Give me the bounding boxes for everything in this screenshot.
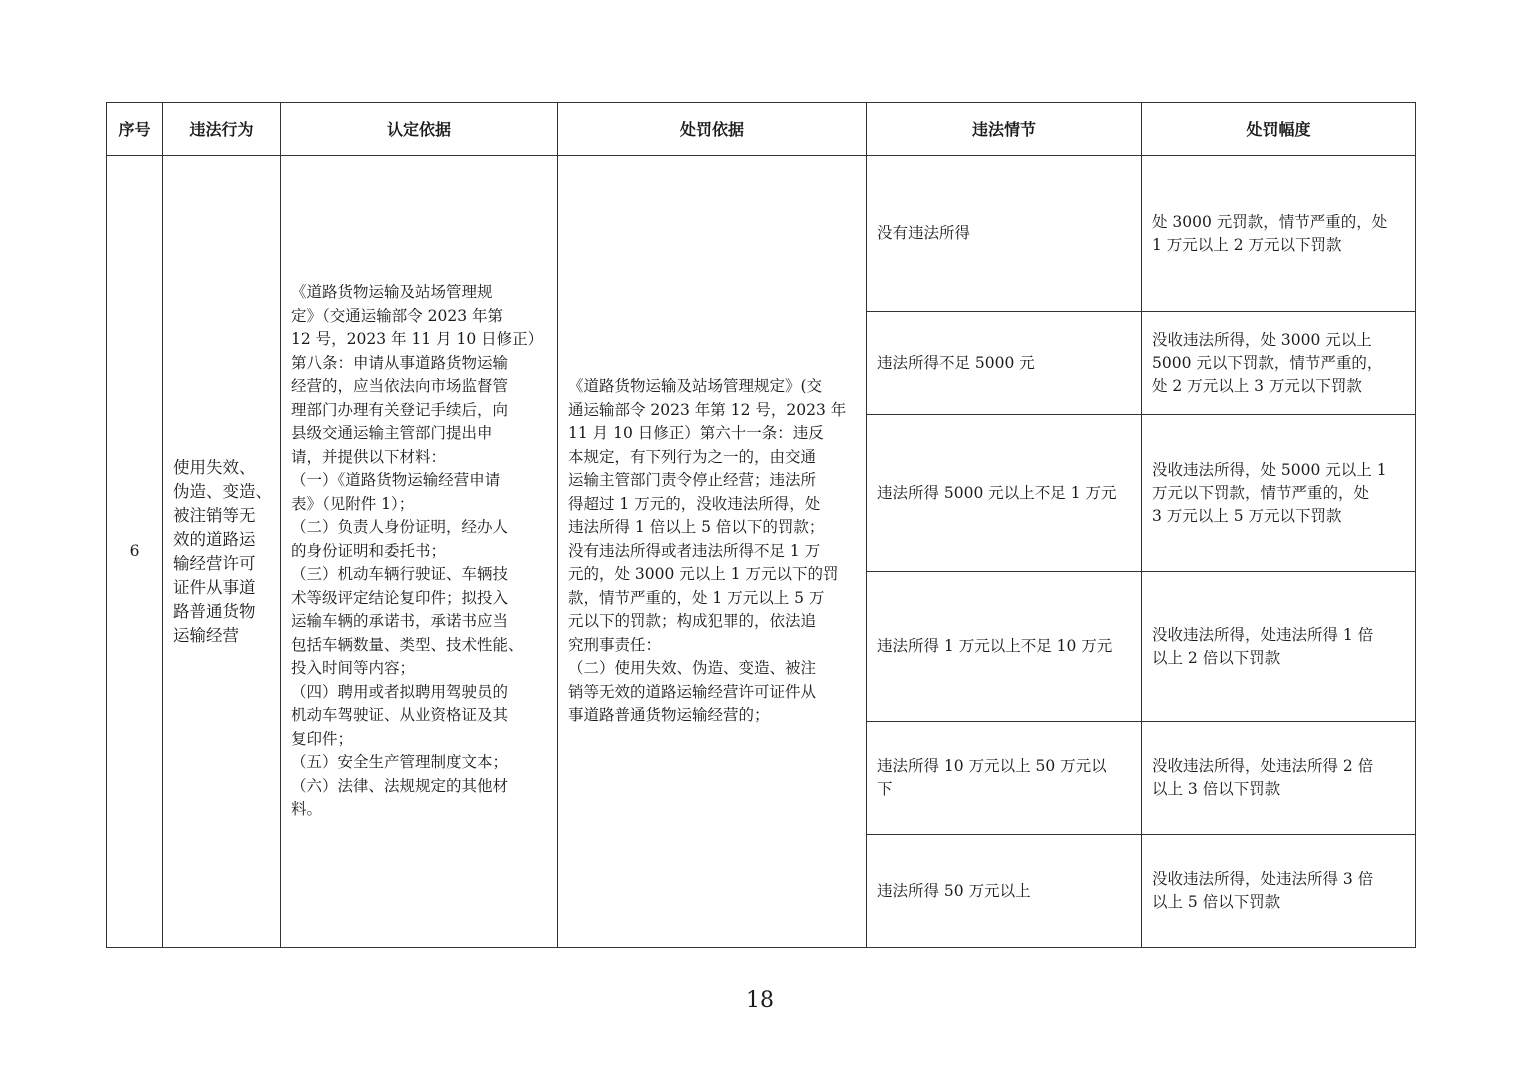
penalty-basis-line: 元的，处 3000 元以上 1 万元以下的罚 [568, 565, 839, 584]
header-penalty-basis: 处罚依据 [558, 103, 867, 156]
range-line: 5000 元以下罚款，情节严重的， [1152, 353, 1383, 372]
basis-line: 料。 [291, 800, 323, 819]
range-line: 以上 3 倍以下罚款 [1152, 780, 1281, 798]
basis-line: （二）负责人身份证明，经办人 [291, 518, 509, 537]
basis-line: 县级交通运输主管部门提出申 [291, 424, 493, 443]
basis-line: 《道路货物运输及站场管理规 [291, 283, 493, 302]
penalty-range-cell [1142, 722, 1416, 835]
header-violation: 违法行为 [163, 103, 281, 156]
header-penalty-range: 处罚幅度 [1142, 103, 1416, 156]
circumstance-line: 下 [877, 780, 893, 798]
penalty-basis-line: 得超过 1 万元的，没收违法所得，处 [568, 494, 821, 513]
violation-line: 效的道路运 [173, 529, 256, 549]
circumstance-cell [867, 156, 1142, 312]
range-line: 1 万元以上 2 万元以下罚款 [1152, 235, 1342, 254]
penalty-basis-line: 本规定，有下列行为之一的，由交通 [568, 447, 817, 466]
basis-line: 复印件； [291, 729, 354, 748]
penalty-basis-line: （二）使用失效、伪造、变造、被注 [568, 659, 817, 678]
range-line: 以上 5 倍以下罚款 [1152, 893, 1281, 911]
basis-line: 12 号，2023 年 11 月 10 日修正） [291, 330, 544, 349]
basis-line: 包括车辆数量、类型、技术性能、 [291, 635, 524, 654]
circumstance-cell [867, 415, 1142, 572]
range-line: 3 万元以上 5 万元以下罚款 [1152, 506, 1342, 525]
range-line: 以上 2 倍以下罚款 [1152, 648, 1281, 667]
circumstance-line: 违法所得 5000 元以上不足 1 万元 [877, 483, 1117, 502]
violation-line: 证件从事道 [173, 577, 256, 597]
penalty-range-cell [1142, 312, 1416, 415]
basis-line: 运输车辆的承诺书，承诺书应当 [291, 612, 509, 631]
basis-line: 机动车驾驶证、从业资格证及其 [291, 706, 509, 725]
violation-line: 运输经营 [173, 625, 239, 645]
violation-line: 路普通货物 [173, 601, 256, 621]
circumstance-line: 违法所得 10 万元以上 50 万元以 [877, 757, 1107, 775]
range-line: 没收违法所得，处违法所得 1 倍 [1152, 625, 1374, 644]
penalty-basis-line: 没有违法所得或者违法所得不足 1 万 [568, 541, 821, 560]
circumstance-line: 违法所得不足 5000 元 [877, 353, 1035, 372]
basis-line: 第八条：申请从事道路货物运输 [291, 353, 509, 372]
violation-line: 输经营许可 [173, 553, 256, 573]
basis-line: 经营的，应当依法向市场监督管 [291, 377, 509, 396]
range-line: 没收违法所得，处违法所得 3 倍 [1152, 870, 1374, 888]
basis-line: （四）聘用或者拟聘用驾驶员的 [291, 682, 509, 701]
range-line: 万元以下罚款，情节严重的，处 [1152, 483, 1370, 502]
basis-line: （六）法律、法规规定的其他材 [291, 776, 509, 795]
circumstance-line: 违法所得 1 万元以上不足 10 万元 [877, 637, 1113, 655]
penalty-basis-line: 运输主管部门责令停止经营；违法所 [568, 471, 817, 490]
basis-line: 定》（交通运输部令 2023 年第 [291, 306, 504, 325]
penalty-range-cell [1142, 572, 1416, 722]
basis-line: 的身份证明和委托书； [291, 541, 447, 560]
header-seq: 序号 [107, 103, 163, 156]
penalty-basis-line: 事道路普通货物运输经营的； [568, 706, 770, 725]
range-line: 没收违法所得，处违法所得 2 倍 [1152, 757, 1374, 775]
circumstance-line: 违法所得 50 万元以上 [877, 881, 1031, 900]
determination-basis-cell [281, 156, 558, 948]
penalty-basis-line: 通运输部令 2023 年第 12 号，2023 年 [568, 400, 847, 419]
penalty-table [106, 102, 1416, 948]
header-circumstance: 违法情节 [867, 103, 1142, 156]
violation-line: 使用失效、 [173, 457, 256, 477]
violation-line: 伪造、变造、 [173, 481, 272, 501]
circumstance-cell [867, 572, 1142, 722]
basis-line: （五）安全生产管理制度文本； [291, 753, 509, 772]
header-row [107, 103, 1416, 156]
basis-line: 请，并提供以下材料： [291, 447, 447, 466]
penalty-basis-line: 款，情节严重的，处 1 万元以上 5 万 [568, 588, 825, 607]
circumstance-cell [867, 835, 1142, 948]
basis-line: 术等级评定结论复印件；拟投入 [291, 588, 509, 607]
penalty-basis-line: 11 月 10 日修正）第六十一条：违反 [568, 424, 824, 443]
circumstance-cell [867, 722, 1142, 835]
page-number: 18 [746, 988, 774, 1013]
range-line: 处 3000 元罚款，情节严重的，处 [1152, 212, 1388, 231]
penalty-basis-line: 违法所得 1 倍以上 5 倍以下的罚款； [568, 518, 825, 537]
range-line: 没收违法所得，处 3000 元以上 [1152, 330, 1372, 349]
range-line: 处 2 万元以上 3 万元以下罚款 [1152, 376, 1362, 395]
basis-line: 理部门办理有关登记手续后，向 [291, 400, 509, 419]
penalty-basis-line: 究刑事责任： [568, 635, 662, 654]
circumstance-cell [867, 312, 1142, 415]
penalty-basis-line: 元以下的罚款；构成犯罪的，依法追 [568, 612, 817, 631]
basis-line: （三）机动车辆行驶证、车辆技 [291, 565, 509, 584]
penalty-range-cell [1142, 156, 1416, 312]
penalty-range-cell [1142, 415, 1416, 572]
table-row [107, 156, 1416, 312]
basis-line: 表》（见附件 1）； [291, 494, 415, 513]
basis-line: 投入时间等内容； [291, 659, 416, 678]
violation-line: 被注销等无 [173, 505, 256, 525]
penalty-range-cell [1142, 835, 1416, 948]
penalty-basis-line: 销等无效的道路运输经营许可证件从 [568, 682, 817, 701]
violation-cell [163, 156, 281, 948]
circumstance-line: 没有违法所得 [877, 224, 971, 242]
penalty-basis-line: 《道路货物运输及站场管理规定》(交 [568, 377, 823, 396]
range-line: 没收违法所得，处 5000 元以上 1 [1152, 460, 1387, 479]
basis-line: （一）《道路货物运输经营申请 [291, 471, 501, 490]
penalty-basis-cell [558, 156, 867, 948]
header-determination-basis: 认定依据 [281, 103, 558, 156]
seq-cell: 6 [107, 156, 163, 948]
